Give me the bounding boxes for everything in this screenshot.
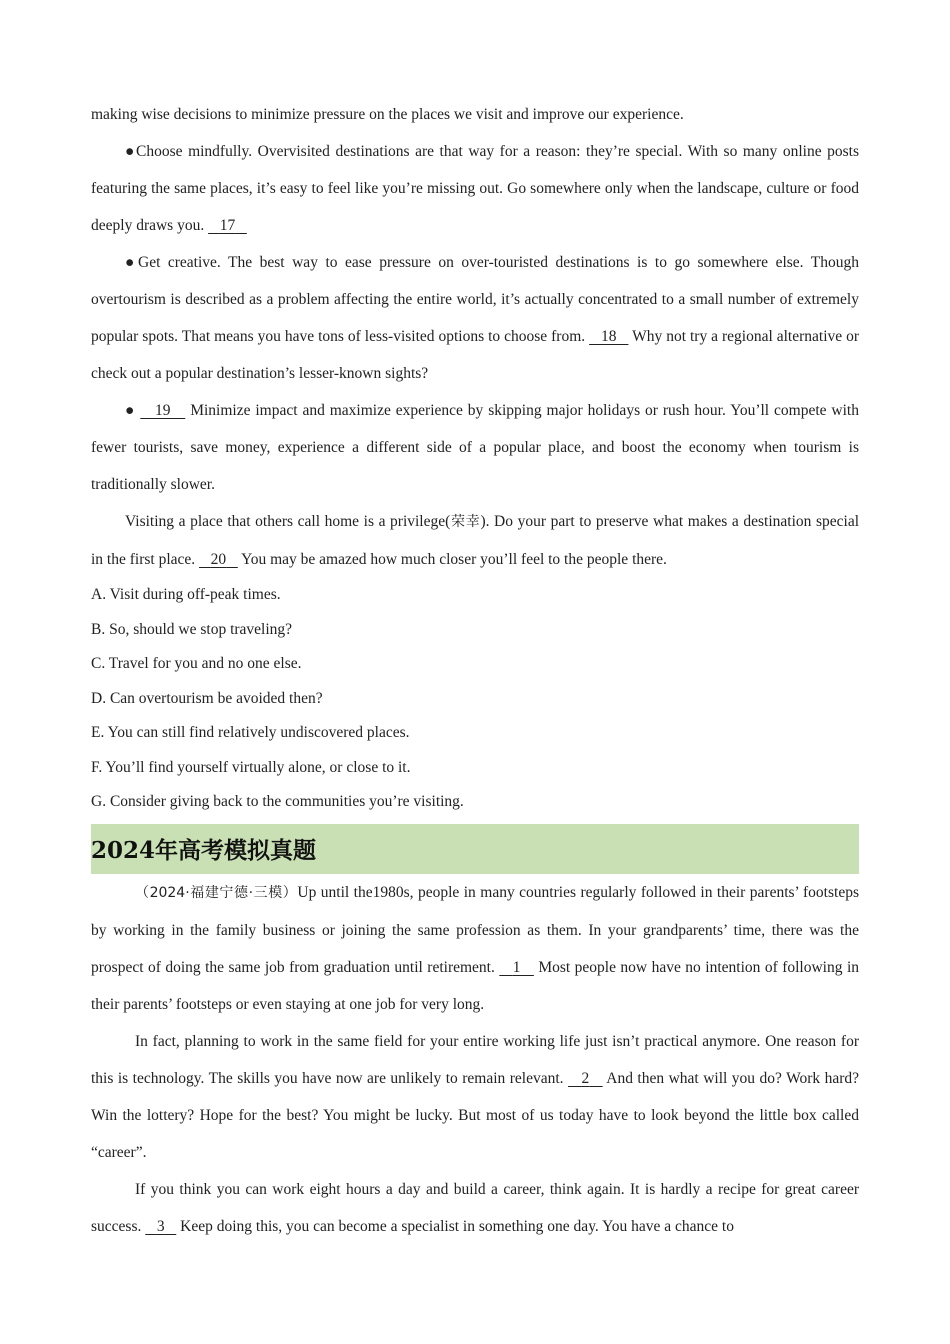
paragraph-get-creative: ●Get creative. The best way to ease pressure on over-touristed destinations is to go somewhere else. Though overtourism is described as a problem affecting the entire world, it’s actually concentrated to a small number of extremely popular spots. That means you have tons of less-visited options to choose from. 18 Why not try a regional alternative or check out a popular destination’s lesser-known sights? bbox=[91, 254, 860, 382]
answer-options bbox=[91, 578, 859, 820]
option-d: D. Can overtourism be avoided then? bbox=[91, 689, 323, 707]
option-b: B. So, should we stop traveling? bbox=[91, 620, 293, 638]
option-c: C. Travel for you and no one else. bbox=[91, 655, 302, 672]
paragraph-intro-end: making wise decisions to minimize pressure on the places we visit and improve our experience. bbox=[91, 106, 684, 123]
section-title: 2024年高考模拟真题 bbox=[91, 824, 859, 874]
paragraph-choose-mindfully: ●Choose mindfully. Overvisited destinations are that way for a reason: they’re special. With so many online posts featuring the same places, it’s easy to feel like you’re missing out. Go somewhere only when the landscape, culture or food deeply draws you. 17 bbox=[91, 143, 859, 234]
paragraph-off-peak: ● 19 Minimize impact and maximize experience by skipping major holidays or rush hour. You’ll compete with fewer tourists, save money, experience a different side of a popular place, and boost the economy when tourism is traditionally slower. bbox=[91, 402, 859, 493]
blank-1[interactable]: 1 bbox=[512, 958, 521, 976]
option-e: E. You can still find relatively undiscovered places. bbox=[91, 724, 410, 741]
paragraph-career-1: （2024·福建宁德·三模）Up until the1980s, people in many countries regularly followed in their parents’ footsteps by working in the family business or joining the same profession as them. In your grandparents’ time, there was the prospect of doing the same job from graduation until retirement. 1 Most people now have no intention of following in their parents’ footsteps or even staying at one job for very long. bbox=[91, 883, 859, 1013]
blank-18[interactable]: 18 bbox=[601, 328, 617, 345]
document-page bbox=[91, 96, 859, 1245]
paragraph-conclusion: Visiting a place that others call home is a privilege(荣幸). Do your part to preserve what makes a destination special in the first place. 20 You may be amazed how much closer you’ll feel to the people there. bbox=[91, 513, 860, 568]
blank-3[interactable]: 3 bbox=[156, 1217, 165, 1235]
source-label: （2024·福建宁德·三模） bbox=[135, 884, 298, 901]
blank-20[interactable]: 20 bbox=[210, 551, 227, 568]
paragraph-career-2: In fact, planning to work in the same field for your entire working life just isn’t practical anymore. One reason for this is technology. The skills you have now are unlikely to remain relevant. 2 And then what will you do? Work hard? Win the lottery? Hope for the best? You might be lucky. But most of us today have to look beyond the little box called “career”. bbox=[91, 1032, 860, 1161]
option-a: A. Visit during off-peak times. bbox=[91, 586, 281, 603]
blank-17[interactable]: 17 bbox=[219, 217, 236, 234]
option-f: F. You’ll find yourself virtually alone, or close to it. bbox=[91, 758, 411, 776]
paragraph-career-3: If you think you can work eight hours a day and build a career, think again. It is hardly a recipe for great career success. 3 Keep doing this, you can become a specialist in something one day. You have a chance to bbox=[91, 1180, 859, 1235]
blank-19[interactable]: 19 bbox=[155, 402, 171, 419]
option-g: G. Consider giving back to the communities you’re visiting. bbox=[91, 793, 464, 810]
blank-2[interactable]: 2 bbox=[581, 1069, 590, 1087]
